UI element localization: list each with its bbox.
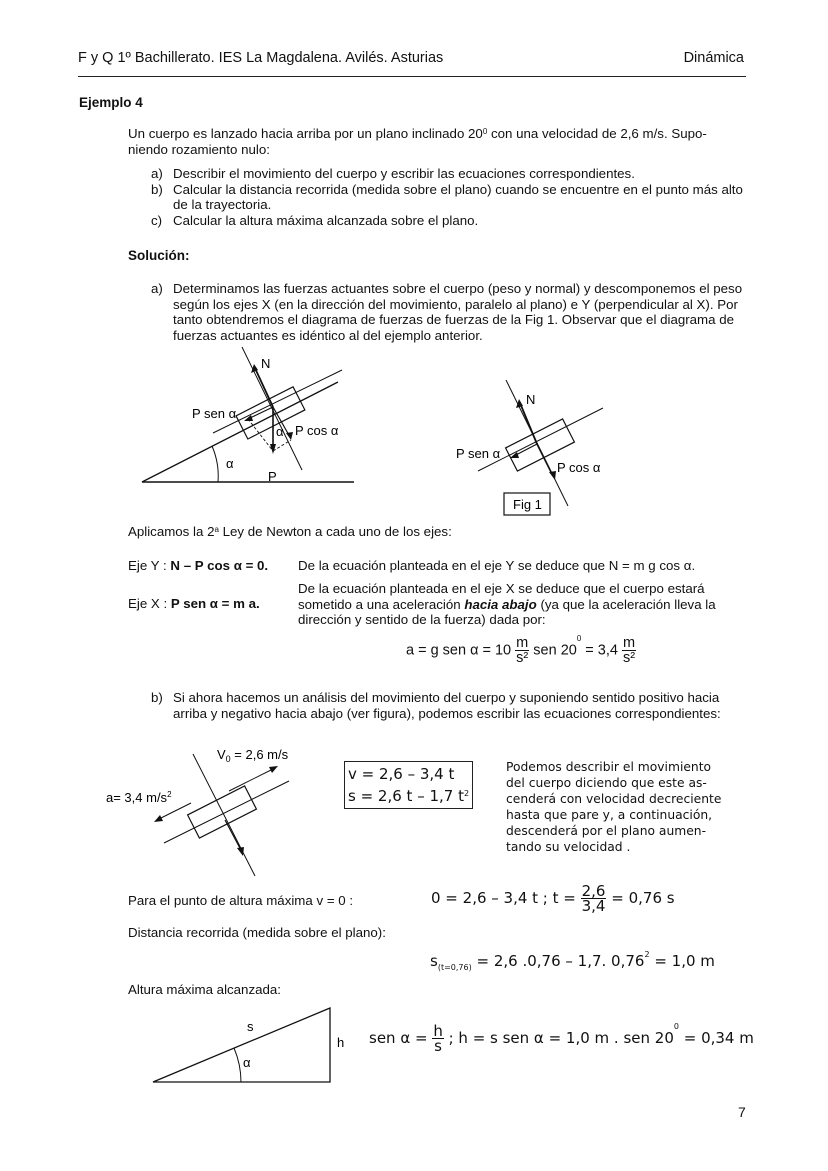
explanation-text-cont: (ya que la aceleración lleva la dirección y sentido de la fuerza) dada por: <box>298 596 716 627</box>
formula-lhs: a = g sen α = 10 <box>406 642 512 659</box>
height-calculation <box>369 1024 754 1053</box>
intro-text: Aplicamos la 2 <box>128 524 215 539</box>
eje-y-explanation: De la ecuación planteada en el eje Y se deduce que N = m g cos α. <box>298 558 696 573</box>
eje-y-formula: N – P cos α = 0. <box>170 558 269 573</box>
eje-x-formula: P sen α = m a. <box>170 596 260 611</box>
fraction-m-s2 <box>515 636 529 665</box>
height-eq-mid: ; h = s sen α = 1,0 m . sen 20 <box>443 1029 674 1047</box>
item-marker: a) <box>151 166 163 181</box>
item-text: Describir el movimiento del cuerpo y escribir las ecuaciones correspondientes. <box>173 166 635 181</box>
time-calculation <box>431 884 675 913</box>
fig1-label-P-sen-alpha: P sen α <box>456 446 501 461</box>
formula-mid: sen 20 <box>533 642 577 659</box>
distance-label: Distancia recorrida (medida sobre el plano): <box>128 925 386 940</box>
item-marker: b) <box>151 690 163 705</box>
ordinal-sup: a <box>214 525 219 534</box>
formula-result: = 3,4 <box>581 642 618 659</box>
newton-intro <box>128 524 452 540</box>
triangle-label-h: h <box>337 1035 345 1050</box>
frac-num: m <box>623 635 636 651</box>
distance-calculation <box>430 952 715 972</box>
solution-title: Solución: <box>128 248 190 263</box>
time-fraction <box>581 884 607 913</box>
page-header <box>78 48 746 77</box>
part-b-text: Si ahora hacemos un análisis del movimiento del cuerpo y suponiendo sentido positivo hacia arriba y negativo hacia abajo (ver figura), podemos escribir las ecuaciones correspondientes: <box>173 690 721 721</box>
label-alpha-base: α <box>226 456 234 471</box>
part-a-item <box>151 281 747 343</box>
label-P-sen-alpha: P sen α <box>192 406 237 421</box>
frac-den: s² <box>623 650 636 666</box>
frac-num: m <box>516 635 529 651</box>
header-topic: Dinámica <box>683 50 744 66</box>
frac-num: 2,6 <box>581 882 606 900</box>
statement-text: Un cuerpo es lanzado hacia arriba por un plano inclinado 20 <box>128 126 483 141</box>
part-a-text: Determinamos las fuerzas actuantes sobre el cuerpo (peso y normal) y descomponemos el peso según los ejes X (en la dirección del movimiento, paralelo al plano) e Y (perpendicular al X). Por tanto obtendremos el diagrama de fuerzas de fuerzas de la Fig 1. Observar que el diagrama de fuerzas actuantes es idéntico al del ejemplo anterior. <box>173 281 743 343</box>
solution-part-b <box>151 690 751 721</box>
height-eq-pre: sen α = <box>369 1029 433 1047</box>
accel-label <box>106 790 172 805</box>
example-title: Ejemplo 4 <box>79 95 143 110</box>
problem-statement <box>128 126 748 157</box>
item-marker: c) <box>151 212 163 228</box>
statement-text-cont: con una velocidad de 2,6 m/s. Supo- <box>487 126 707 141</box>
position-eq-text: s = 2,6 t – 1,7 t <box>348 787 464 805</box>
fig1-caption: Fig 1 <box>513 497 542 512</box>
time-eq-post: = 0,76 s <box>606 889 675 907</box>
v0-symbol: V <box>217 747 226 762</box>
page-number: 7 <box>738 1104 746 1120</box>
h-over-s-fraction <box>432 1024 444 1053</box>
fraction-m-s2-result <box>622 636 636 665</box>
degree-sup: 0 <box>576 634 582 643</box>
item-text: Calcular la distancia recorrida (medida sobre el plano) cuando se encuentre en el punto más alto de la trayectoria. <box>173 181 743 212</box>
explanation-text: De la ecuación planteada en el eje X se deduce que el cuerpo estará sometido a una aceleración <box>298 581 705 612</box>
item-text: Calcular la altura máxima alcanzada sobre el plano. <box>173 212 479 228</box>
part-b-item <box>151 690 751 721</box>
square-sup: 2 <box>644 950 650 959</box>
triangle-label-alpha: α <box>243 1055 251 1070</box>
question-item <box>151 166 751 182</box>
height-result: = 0,34 m <box>678 1029 754 1047</box>
v0-value: = 2,6 m/s <box>230 747 289 762</box>
question-item <box>151 182 751 213</box>
item-marker: b) <box>151 181 163 197</box>
motion-description: Podemos describir el movimiento del cuerpo diciendo que este as-cenderá con velocidad decreciente hasta que pare y, a continuación, descenderá por el plano aumen-tando su velocidad . <box>506 760 722 854</box>
intro-text-cont: Ley de Newton a cada uno de los ejes: <box>218 524 452 539</box>
label-P-cos-alpha: P cos α <box>295 423 339 438</box>
incline-force-diagram <box>130 340 370 490</box>
distance-eq: = 2,6 .0,76 – 1,7. 0,76 <box>471 952 645 970</box>
eje-x-label: Eje X : <box>128 596 171 611</box>
fig1-label-P-cos-alpha: P cos α <box>557 460 601 475</box>
frac-den: s <box>434 1037 442 1055</box>
max-height-label: Para el punto de altura máxima v = 0 : <box>128 893 354 908</box>
degree-sup: 0 <box>482 127 488 136</box>
motion-diagram <box>90 740 350 880</box>
label-P: P <box>268 469 277 484</box>
position-equation <box>348 785 469 807</box>
eje-y-equation <box>128 558 268 574</box>
fig1-force-diagram <box>440 370 620 520</box>
item-marker: a) <box>151 281 163 296</box>
label-N: N <box>261 356 271 371</box>
emphasis-text: hacia abajo <box>464 596 537 612</box>
v0-sub: 0 <box>225 754 231 764</box>
question-list <box>151 166 751 228</box>
label-alpha-inner: α <box>276 424 284 439</box>
distance-symbol: s <box>430 952 438 970</box>
motion-equations-box <box>344 761 473 809</box>
square-sup: 2 <box>463 789 470 798</box>
eje-x-explanation <box>298 581 744 628</box>
eje-x-equation <box>128 596 260 612</box>
triangle-label-s: s <box>247 1019 254 1034</box>
accel-sup: 2 <box>167 790 172 799</box>
eje-y-label: Eje Y : <box>128 558 171 573</box>
distance-sub: (t=0,76) <box>437 963 472 972</box>
accel-value: a= 3,4 m/s <box>106 790 168 805</box>
acceleration-formula <box>406 636 636 665</box>
header-course-title: F y Q 1º Bachillerato. IES La Magdalena. Avilés. Asturias <box>78 50 444 66</box>
frac-den: s² <box>516 650 529 666</box>
frac-num: h <box>433 1022 443 1040</box>
solution-part-a <box>151 281 747 343</box>
frac-den: 3,4 <box>581 897 606 915</box>
question-item <box>151 213 751 229</box>
v0-label <box>217 747 289 764</box>
fig1-label-N: N <box>526 392 536 407</box>
degree-sup: 0 <box>673 1022 679 1031</box>
statement-line2: niendo rozamiento nulo: <box>128 141 270 157</box>
distance-result: = 1,0 m <box>649 952 715 970</box>
velocity-equation: v = 2,6 – 3,4 t <box>348 765 455 783</box>
height-triangle-diagram <box>145 1000 360 1090</box>
altitude-label: Altura máxima alcanzada: <box>128 982 281 997</box>
time-eq-pre: 0 = 2,6 – 3,4 t ; t = <box>431 889 581 907</box>
